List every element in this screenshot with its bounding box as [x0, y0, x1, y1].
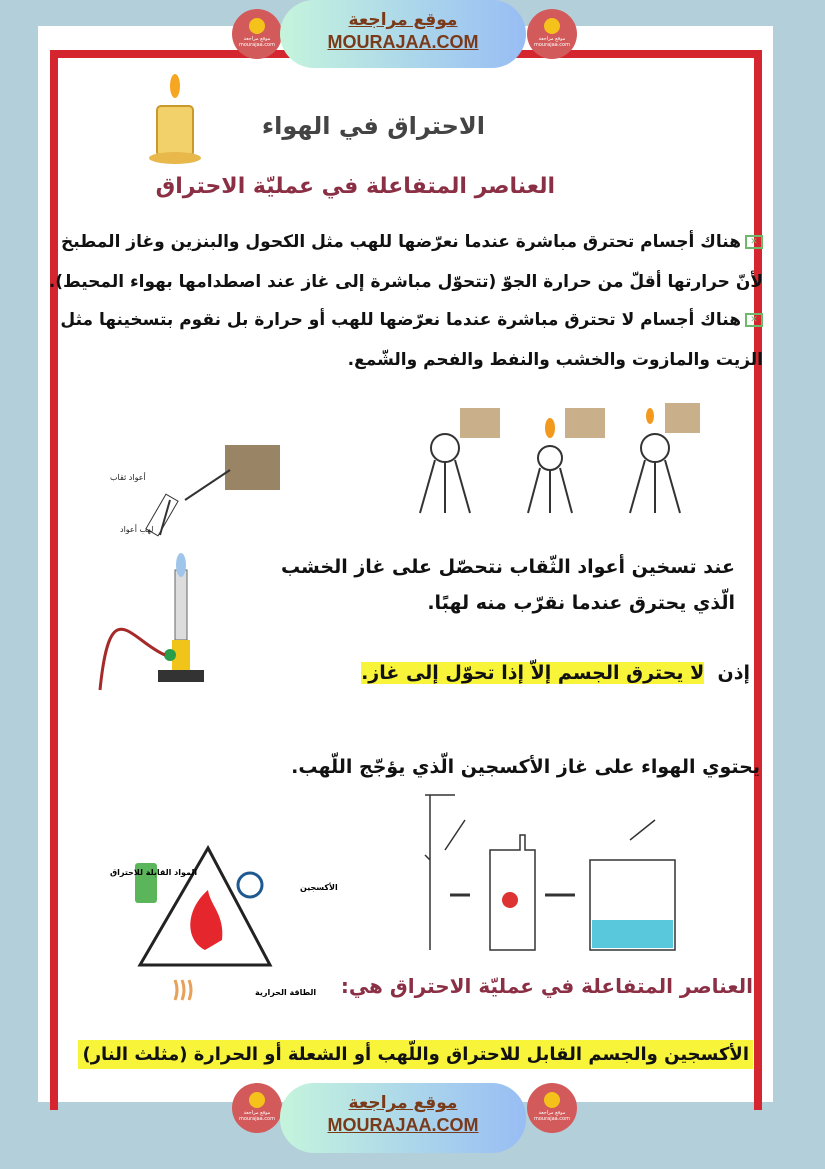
site-logo-right[interactable]: [527, 9, 577, 59]
subtitle: العناصر المتفاعلة في عمليّة الاحتراق: [155, 174, 555, 199]
matches-experiment-figure: [400, 398, 705, 523]
elements-heading: العناصر المتفاعلة في عمليّة الاحتراق هي:: [340, 974, 753, 998]
fire-triangle-figure: [60, 845, 350, 1010]
site-banner-footer[interactable]: [280, 1083, 526, 1153]
matches-text-2: الّذي يحترق عندما نقرّب منه لهبًا.: [427, 592, 735, 614]
page-title: الاحتراق في الهواء: [261, 112, 485, 140]
logo-text: موقع مراجعة mourajaa.com: [238, 1110, 275, 1122]
elements-answer: الأكسجين والجسم القابل للاحتراق واللّهب أو الشعلة أو الحرارة (مثلث النار): [78, 1040, 753, 1069]
site-name-en: MOURAJAA.COM: [327, 32, 479, 52]
site-logo-footer-right[interactable]: [527, 1083, 577, 1133]
matches-text-1: عند تسخين أعواد الثّقاب نتحصّل على غاز الخشب: [280, 556, 735, 578]
text: هناك أجسام تحترق مباشرة عندما نعرّضها للهب مثل الكحول والبنزين وغاز المطبخ: [61, 232, 741, 252]
site-banner-header[interactable]: [280, 0, 526, 68]
site-logo-left[interactable]: [232, 9, 282, 59]
conclusion-prefix: إذن: [717, 662, 750, 684]
site-name-en: MOURAJAA.COM: [327, 1115, 479, 1135]
bullet-icon: ✕: [745, 235, 763, 249]
bunsen-burner-figure: [90, 440, 290, 695]
conclusion-highlight: لا يحترق الجسم إلاّ إذا تحوّل إلى غاز.: [361, 662, 705, 684]
label-heat: الطاقة الحرارية: [255, 988, 317, 997]
oxygen-text: يحتوي الهواء على غاز الأكسجين الّذي يؤجّج اللّهب.: [291, 756, 760, 778]
label-fuel: المواد القابلة للاحتراق: [110, 868, 198, 877]
paragraph-line-2: لأنّ حرارتها أقلّ من حرارة الجوّ (تتحوّل مباشرة إلى غاز عند اصطدامها بهواء المحيط).: [48, 272, 763, 292]
text: هناك أجسام لا تحترق مباشرة عندما نعرّضها للهب أو حرارة بل نقوم بتسخينها مثل: [60, 310, 741, 330]
conclusion: [361, 662, 750, 684]
site-logo-footer-left[interactable]: [232, 1083, 282, 1133]
oxygen-experiment-figure: [405, 790, 705, 960]
paragraph-line-3: [60, 310, 763, 330]
label-flame: لهب أعواد: [120, 525, 154, 534]
label-matches: أعواد ثقاب: [110, 473, 146, 482]
logo-text: موقع مراجعة mourajaa.com: [533, 1110, 570, 1122]
label-oxygen: الأكسجين: [300, 883, 338, 892]
candle-icon: [145, 68, 205, 168]
logo-text: موقع مراجعة mourajaa.com: [533, 36, 570, 48]
paragraph-line-4: الزيت والمازوت والخشب والنفط والفحم والشّمع.: [347, 350, 763, 370]
site-name-ar: موقع مراجعة: [348, 1093, 458, 1113]
paragraph-line-1: [61, 232, 763, 252]
site-name-ar: موقع مراجعة: [348, 10, 458, 30]
logo-text: موقع مراجعة mourajaa.com: [238, 36, 275, 48]
bullet-icon: ✕: [745, 313, 763, 327]
